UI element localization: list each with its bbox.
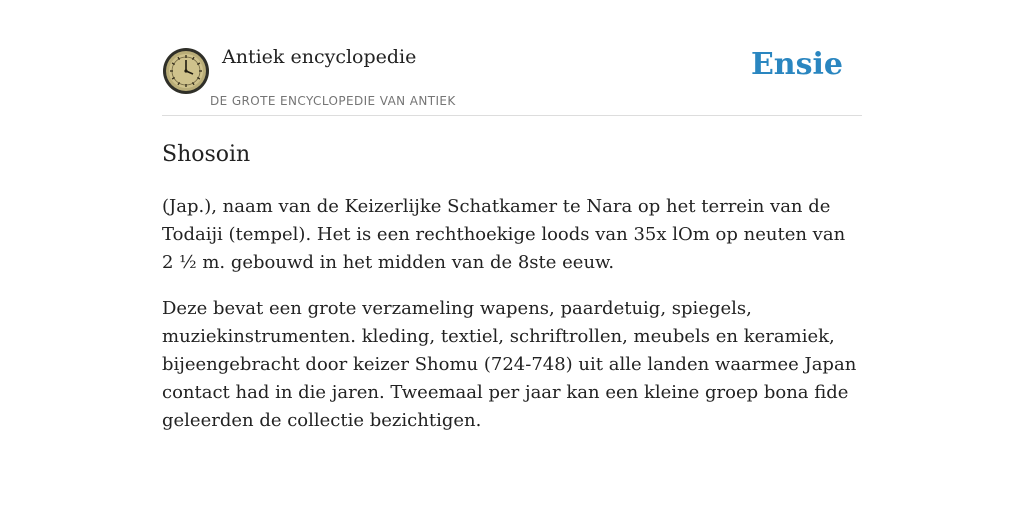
site-header xyxy=(162,0,862,116)
article-title: Shosoin xyxy=(162,142,251,167)
article-paragraph: (Jap.), naam van de Keizerlijke Schatkamer te Nara op het terrein van de Todaiji (tempel). Het is een rechthoekige loods van 35x lOm op neuten van 2 ½ m. gebouwd in het midden van de 8ste eeuw. xyxy=(162,196,846,273)
site-subtitle: DE GROTE ENCYCLOPEDIE VAN ANTIEK xyxy=(210,94,456,108)
antique-clock-icon[interactable] xyxy=(162,47,210,95)
site-title[interactable]: Antiek encyclopedie xyxy=(222,46,417,68)
article-paragraph: Deze bevat een grote verzameling wapens, paardetuig, spiegels, muziekinstrumenten. kleding, textiel, schriftrollen, meubels en keramiek, bijeengebracht door keizer Shomu (724-748) uit alle landen waarmee Japan contact had in die jaren. Tweemaal per jaar kan een kleine groep bona fide geleerden de collectie bezichtigen. xyxy=(162,298,857,431)
ensie-logo-link[interactable]: Ensie xyxy=(750,47,843,82)
page xyxy=(162,0,862,435)
